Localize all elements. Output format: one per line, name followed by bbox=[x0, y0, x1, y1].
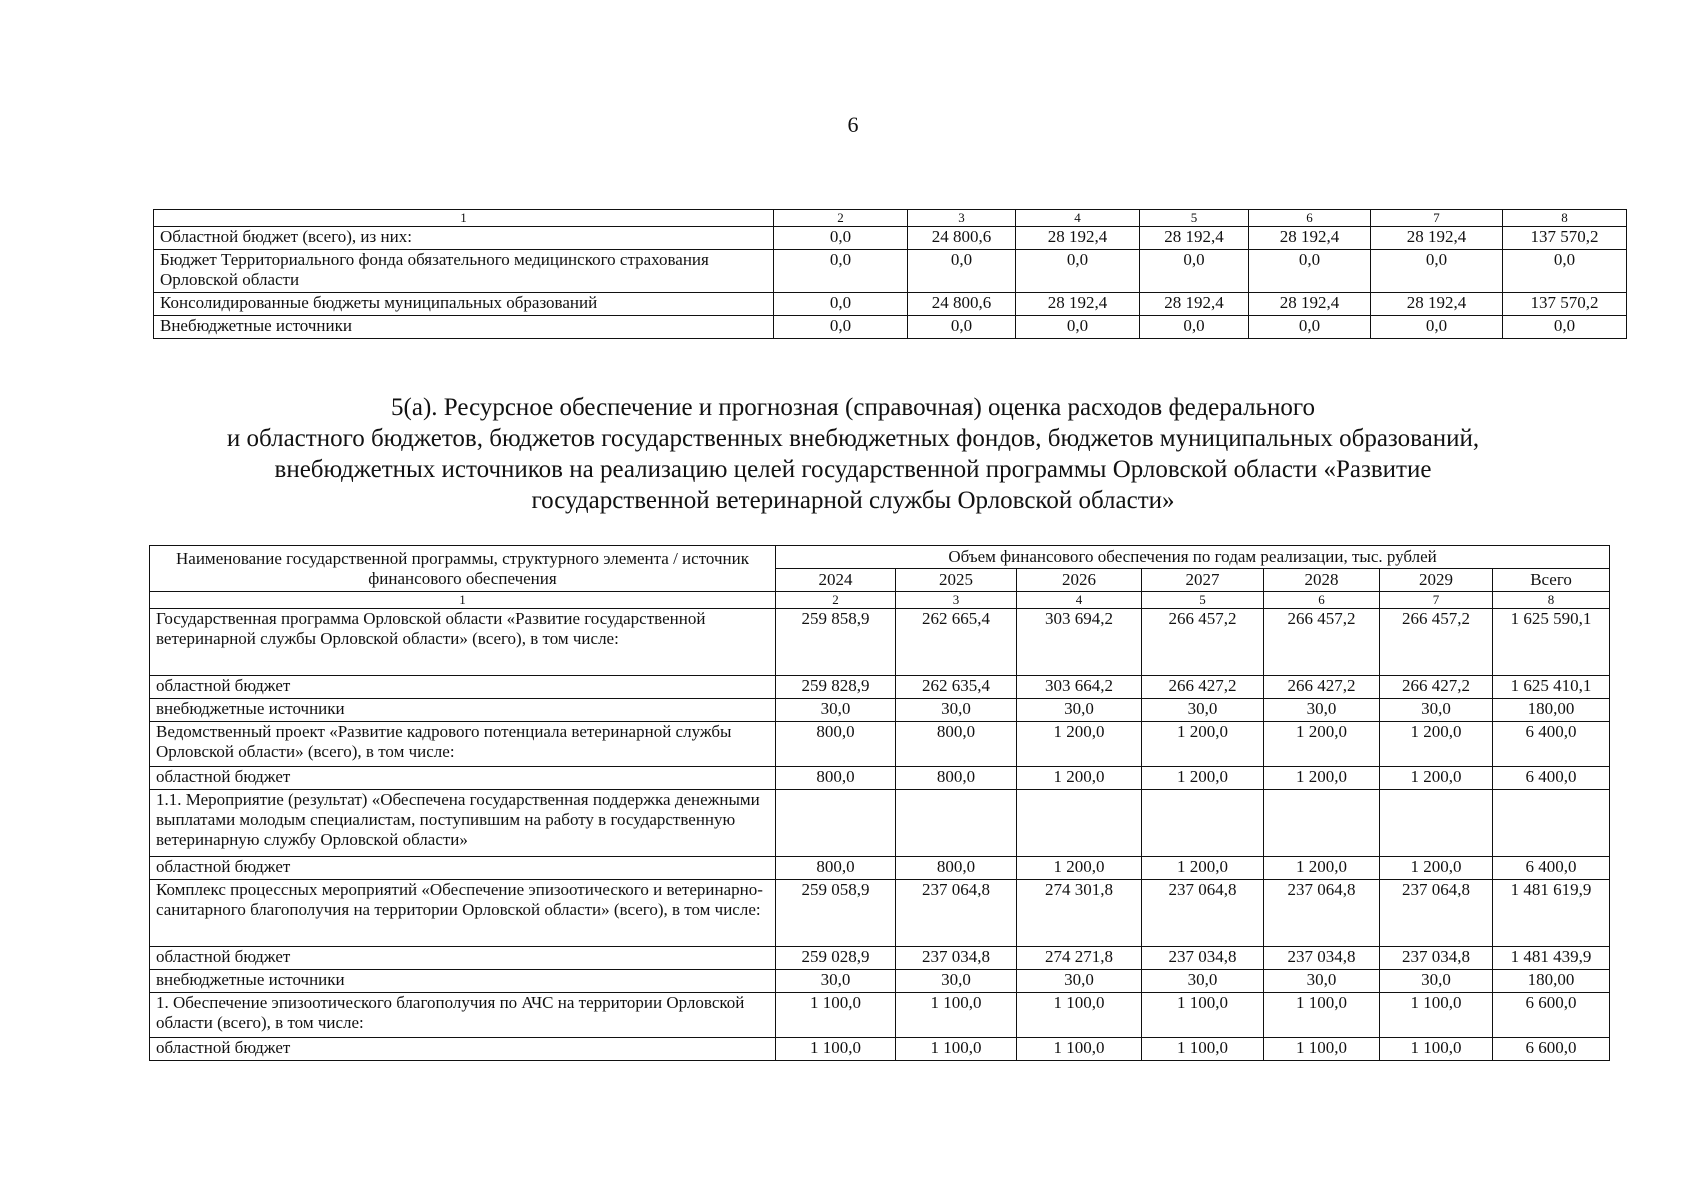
index-cell: 2 bbox=[776, 592, 896, 609]
row-name: областной бюджет bbox=[150, 857, 776, 880]
value-cell: 30,0 bbox=[1017, 699, 1142, 722]
row-name: Консолидированные бюджеты муниципальных образований bbox=[154, 293, 774, 316]
row-name: 1.1. Мероприятие (результат) «Обеспечена государственная поддержка денежными выплатами молодым специалистам, поступившим на работу в государственную ветеринарную службу Орловской области» bbox=[150, 790, 776, 857]
value-cell: 266 457,2 bbox=[1380, 609, 1493, 676]
row-name: областной бюджет bbox=[150, 767, 776, 790]
value-cell: 1 100,0 bbox=[776, 993, 896, 1038]
value-cell: 1 100,0 bbox=[1017, 993, 1142, 1038]
table-row bbox=[150, 1038, 1610, 1061]
year-cell: 2028 bbox=[1264, 569, 1380, 592]
value-cell: 0,0 bbox=[1371, 316, 1503, 339]
index-cell: 6 bbox=[1264, 592, 1380, 609]
value-cell: 237 034,8 bbox=[1142, 947, 1264, 970]
value-cell: 237 034,8 bbox=[1380, 947, 1493, 970]
value-cell: 30,0 bbox=[1264, 699, 1380, 722]
index-cell: 8 bbox=[1493, 592, 1610, 609]
value-cell: 30,0 bbox=[776, 699, 896, 722]
value-cell: 28 192,4 bbox=[1016, 227, 1140, 250]
section-title bbox=[0, 392, 1706, 516]
value-cell bbox=[1493, 790, 1610, 857]
value-cell: 30,0 bbox=[1380, 699, 1493, 722]
row-name: областной бюджет bbox=[150, 676, 776, 699]
value-cell: 1 625 410,1 bbox=[1493, 676, 1610, 699]
resource-provision-table bbox=[149, 545, 1610, 1061]
value-cell: 0,0 bbox=[1016, 316, 1140, 339]
value-cell: 0,0 bbox=[1140, 250, 1249, 293]
table-row bbox=[154, 250, 1627, 293]
value-cell: 274 271,8 bbox=[1017, 947, 1142, 970]
table-row bbox=[150, 790, 1610, 857]
value-cell bbox=[1142, 790, 1264, 857]
value-cell: 28 192,4 bbox=[1371, 227, 1503, 250]
value-cell: 1 200,0 bbox=[1142, 722, 1264, 767]
value-cell: 1 200,0 bbox=[1017, 767, 1142, 790]
value-cell: 1 481 619,9 bbox=[1493, 880, 1610, 947]
value-cell: 237 034,8 bbox=[896, 947, 1017, 970]
value-cell: 266 427,2 bbox=[1264, 676, 1380, 699]
value-cell: 1 200,0 bbox=[1264, 857, 1380, 880]
value-cell: 262 665,4 bbox=[896, 609, 1017, 676]
row-name: Ведомственный проект «Развитие кадрового потенциала ветеринарной службы Орловской области» (всего), в том числе: bbox=[150, 722, 776, 767]
year-cell: 2026 bbox=[1017, 569, 1142, 592]
value-cell: 1 200,0 bbox=[1017, 857, 1142, 880]
value-cell: 1 100,0 bbox=[1017, 1038, 1142, 1061]
value-cell: 1 625 590,1 bbox=[1493, 609, 1610, 676]
index-cell: 5 bbox=[1142, 592, 1264, 609]
table-row bbox=[154, 293, 1627, 316]
value-cell: 30,0 bbox=[896, 970, 1017, 993]
value-cell: 6 400,0 bbox=[1493, 767, 1610, 790]
value-cell: 266 457,2 bbox=[1142, 609, 1264, 676]
value-cell: 1 100,0 bbox=[1380, 1038, 1493, 1061]
value-cell: 180,00 bbox=[1493, 970, 1610, 993]
value-cell: 1 100,0 bbox=[1264, 993, 1380, 1038]
value-cell: 1 100,0 bbox=[1142, 993, 1264, 1038]
value-cell: 259 828,9 bbox=[776, 676, 896, 699]
index-cell: 4 bbox=[1017, 592, 1142, 609]
table-row bbox=[150, 699, 1610, 722]
row-name: Государственная программа Орловской области «Развитие государственной ветеринарной службы Орловской области» (всего), в том числе: bbox=[150, 609, 776, 676]
index-cell: 2 bbox=[774, 210, 908, 227]
value-cell: 1 200,0 bbox=[1380, 722, 1493, 767]
value-cell bbox=[1264, 790, 1380, 857]
value-cell: 259 058,9 bbox=[776, 880, 896, 947]
page-number: 6 bbox=[847, 112, 859, 137]
index-cell: 8 bbox=[1503, 210, 1627, 227]
value-cell: 303 664,2 bbox=[1017, 676, 1142, 699]
value-cell: 28 192,4 bbox=[1371, 293, 1503, 316]
index-cell: 6 bbox=[1249, 210, 1371, 227]
index-cell: 3 bbox=[908, 210, 1016, 227]
value-cell bbox=[1017, 790, 1142, 857]
table-row bbox=[150, 722, 1610, 767]
header-volume: Объем финансового обеспечения по годам реализации, тыс. рублей bbox=[776, 546, 1610, 569]
table-row bbox=[154, 316, 1627, 339]
value-cell bbox=[1380, 790, 1493, 857]
value-cell: 24 800,6 bbox=[908, 293, 1016, 316]
value-cell: 1 100,0 bbox=[1264, 1038, 1380, 1061]
row-name: внебюджетные источники bbox=[150, 970, 776, 993]
value-cell: 1 481 439,9 bbox=[1493, 947, 1610, 970]
value-cell: 1 100,0 bbox=[776, 1038, 896, 1061]
value-cell: 0,0 bbox=[774, 293, 908, 316]
row-name: Областной бюджет (всего), из них: bbox=[154, 227, 774, 250]
value-cell: 800,0 bbox=[896, 722, 1017, 767]
value-cell: 1 200,0 bbox=[1264, 767, 1380, 790]
table-row bbox=[150, 767, 1610, 790]
index-cell: 5 bbox=[1140, 210, 1249, 227]
value-cell: 24 800,6 bbox=[908, 227, 1016, 250]
value-cell: 0,0 bbox=[1503, 250, 1627, 293]
value-cell: 0,0 bbox=[774, 316, 908, 339]
value-cell: 800,0 bbox=[896, 767, 1017, 790]
value-cell: 266 427,2 bbox=[1380, 676, 1493, 699]
value-cell: 30,0 bbox=[1380, 970, 1493, 993]
index-row bbox=[150, 592, 1610, 609]
value-cell: 30,0 bbox=[1017, 970, 1142, 993]
row-name: областной бюджет bbox=[150, 947, 776, 970]
value-cell: 28 192,4 bbox=[1249, 227, 1371, 250]
value-cell: 1 100,0 bbox=[896, 993, 1017, 1038]
value-cell: 6 400,0 bbox=[1493, 857, 1610, 880]
table-row bbox=[150, 993, 1610, 1038]
header-name: Наименование государственной программы, структурного элемента / источник финансового обеспечения bbox=[150, 546, 776, 592]
value-cell: 1 200,0 bbox=[1017, 722, 1142, 767]
year-cell: 2027 bbox=[1142, 569, 1264, 592]
value-cell: 0,0 bbox=[908, 250, 1016, 293]
value-cell: 30,0 bbox=[1142, 699, 1264, 722]
value-cell bbox=[776, 790, 896, 857]
value-cell: 800,0 bbox=[896, 857, 1017, 880]
value-cell: 259 858,9 bbox=[776, 609, 896, 676]
value-cell: 137 570,2 bbox=[1503, 227, 1627, 250]
value-cell: 237 034,8 bbox=[1264, 947, 1380, 970]
value-cell: 1 200,0 bbox=[1380, 767, 1493, 790]
value-cell: 800,0 bbox=[776, 857, 896, 880]
value-cell: 0,0 bbox=[1249, 316, 1371, 339]
index-cell: 1 bbox=[150, 592, 776, 609]
table-row bbox=[154, 227, 1627, 250]
value-cell: 1 100,0 bbox=[1142, 1038, 1264, 1061]
value-cell: 0,0 bbox=[1371, 250, 1503, 293]
section-title-line: внебюджетных источников на реализацию целей государственной программы Орловской области «Развитие bbox=[274, 456, 1432, 483]
row-name: внебюджетные источники bbox=[150, 699, 776, 722]
value-cell: 0,0 bbox=[1140, 316, 1249, 339]
value-cell: 237 064,8 bbox=[896, 880, 1017, 947]
table-row bbox=[150, 947, 1610, 970]
value-cell: 28 192,4 bbox=[1016, 293, 1140, 316]
table-row bbox=[150, 970, 1610, 993]
value-cell: 180,00 bbox=[1493, 699, 1610, 722]
value-cell: 800,0 bbox=[776, 722, 896, 767]
value-cell: 1 200,0 bbox=[1264, 722, 1380, 767]
index-cell: 3 bbox=[896, 592, 1017, 609]
value-cell: 266 427,2 bbox=[1142, 676, 1264, 699]
value-cell: 1 200,0 bbox=[1142, 767, 1264, 790]
year-cell: 2024 bbox=[776, 569, 896, 592]
value-cell: 6 400,0 bbox=[1493, 722, 1610, 767]
table-row bbox=[150, 609, 1610, 676]
value-cell bbox=[896, 790, 1017, 857]
value-cell: 1 200,0 bbox=[1380, 857, 1493, 880]
value-cell: 303 694,2 bbox=[1017, 609, 1142, 676]
index-cell: 1 bbox=[154, 210, 774, 227]
year-cell: 2025 bbox=[896, 569, 1017, 592]
value-cell: 30,0 bbox=[1142, 970, 1264, 993]
value-cell: 0,0 bbox=[1503, 316, 1627, 339]
year-cell: 2029 bbox=[1380, 569, 1493, 592]
value-cell: 28 192,4 bbox=[1140, 293, 1249, 316]
value-cell: 266 457,2 bbox=[1264, 609, 1380, 676]
value-cell: 237 064,8 bbox=[1264, 880, 1380, 947]
budget-sources-table bbox=[153, 209, 1627, 339]
section-title-line: и областного бюджетов, бюджетов государственных внебюджетных фондов, бюджетов муниципальных образований, bbox=[226, 425, 1480, 452]
value-cell: 0,0 bbox=[1249, 250, 1371, 293]
value-cell: 237 064,8 bbox=[1380, 880, 1493, 947]
row-name: Бюджет Территориального фонда обязательного медицинского страхования Орловской области bbox=[154, 250, 774, 293]
value-cell: 1 200,0 bbox=[1142, 857, 1264, 880]
value-cell: 0,0 bbox=[774, 250, 908, 293]
value-cell: 1 100,0 bbox=[1380, 993, 1493, 1038]
index-row bbox=[154, 210, 1627, 227]
total-header-cell: Всего bbox=[1493, 569, 1610, 592]
section-title-line: 5(а). Ресурсное обеспечение и прогнозная (справочная) оценка расходов федерального bbox=[391, 394, 1315, 421]
value-cell: 274 301,8 bbox=[1017, 880, 1142, 947]
value-cell: 259 028,9 bbox=[776, 947, 896, 970]
row-name: областной бюджет bbox=[150, 1038, 776, 1061]
table-row bbox=[150, 880, 1610, 947]
value-cell: 0,0 bbox=[908, 316, 1016, 339]
value-cell: 30,0 bbox=[896, 699, 1017, 722]
index-cell: 7 bbox=[1371, 210, 1503, 227]
value-cell: 137 570,2 bbox=[1503, 293, 1627, 316]
value-cell: 262 635,4 bbox=[896, 676, 1017, 699]
index-cell: 4 bbox=[1016, 210, 1140, 227]
value-cell: 1 100,0 bbox=[896, 1038, 1017, 1061]
value-cell: 237 064,8 bbox=[1142, 880, 1264, 947]
value-cell: 0,0 bbox=[774, 227, 908, 250]
value-cell: 800,0 bbox=[776, 767, 896, 790]
row-name: Комплекс процессных мероприятий «Обеспечение эпизоотического и ветеринарно-санитарного благополучия на территории Орловской области» (всего), в том числе: bbox=[150, 880, 776, 947]
header-row bbox=[150, 546, 1610, 569]
value-cell: 28 192,4 bbox=[1249, 293, 1371, 316]
value-cell: 0,0 bbox=[1016, 250, 1140, 293]
value-cell: 28 192,4 bbox=[1140, 227, 1249, 250]
value-cell: 30,0 bbox=[776, 970, 896, 993]
section-title-line: государственной ветеринарной службы Орловской области» bbox=[531, 487, 1175, 514]
row-name: 1. Обеспечение эпизоотического благополучия по АЧС на территории Орловской области (всего), в том числе: bbox=[150, 993, 776, 1038]
value-cell: 30,0 bbox=[1264, 970, 1380, 993]
row-name: Внебюджетные источники bbox=[154, 316, 774, 339]
index-cell: 7 bbox=[1380, 592, 1493, 609]
table-row bbox=[150, 676, 1610, 699]
value-cell: 6 600,0 bbox=[1493, 1038, 1610, 1061]
value-cell: 6 600,0 bbox=[1493, 993, 1610, 1038]
table-row bbox=[150, 857, 1610, 880]
